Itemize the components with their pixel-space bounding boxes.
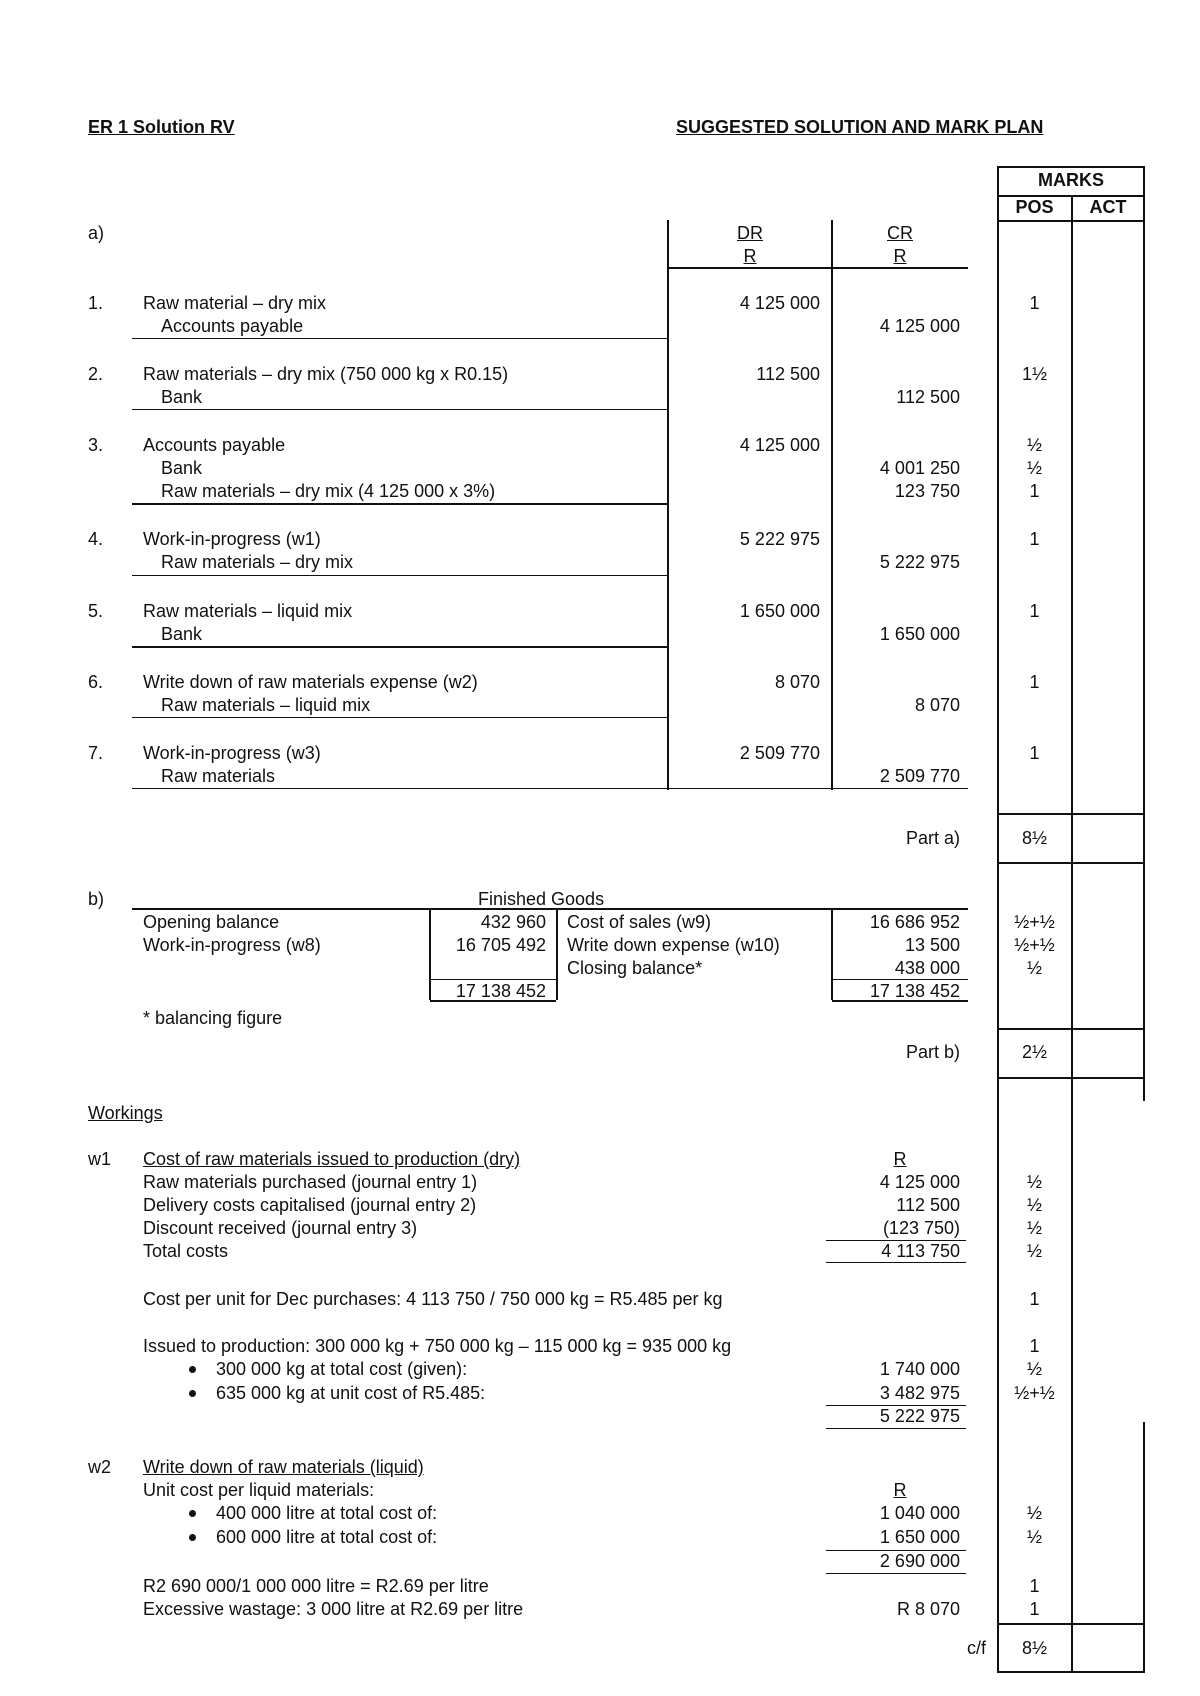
t-account-right-desc: Cost of sales (w9) [567,912,712,932]
mark: ½ [1026,458,1042,478]
bullet-icon [189,1366,196,1373]
debit-amount: 8 070 [774,672,820,692]
t-account-right-total: 17 138 452 [869,981,960,1001]
t-account-left-amount: 432 960 [480,912,546,932]
cr-header: CR [887,223,913,243]
mark: 1 [1029,293,1040,313]
w1-label: w1 [88,1149,112,1169]
document-title: ER 1 Solution RV [88,117,235,137]
carried-forward-label: c/f [966,1638,986,1658]
t-account-title: Finished Goods [478,889,605,909]
w1-row-amount: (123 750) [882,1218,960,1238]
debit-account: Raw material – dry mix [143,293,327,313]
marks-pos-header: POS [1015,197,1054,217]
w1-total: 5 222 975 [879,1406,960,1426]
mark: 1 [1029,672,1040,692]
entry-number: 3. [88,435,104,455]
w1-row-desc: Total costs [143,1241,229,1261]
w1-bullet-desc: 635 000 kg at unit cost of R5.485: [216,1383,486,1403]
w2-subtitle: Unit cost per liquid materials: [143,1480,375,1500]
dr-header: DR [737,223,763,243]
w2-wastage: Excessive wastage: 3 000 litre at R2.69 per litre [143,1599,524,1619]
credit-amount: 112 500 [896,387,960,407]
debit-account: Raw materials – liquid mix [143,601,353,621]
t-account-left-amount: 16 705 492 [455,935,546,955]
debit-amount: 112 500 [756,364,820,384]
t-account-left-desc: Opening balance [143,912,280,932]
mark: 1 [1029,601,1040,621]
mark: 1 [1029,481,1040,501]
t-account-right-amount: 13 500 [904,935,960,955]
w1-title: Cost of raw materials issued to production (dry) [143,1149,521,1169]
part-b-total-mark: 2½ [1021,1042,1048,1062]
entry-number: 7. [88,743,104,763]
w2-bullet-desc: 400 000 litre at total cost of: [216,1503,438,1523]
credit-amount: 4 125 000 [879,316,960,336]
w1-cost-per-unit: Cost per unit for Dec purchases: 4 113 750 / 750 000 kg = R5.485 per kg [143,1289,723,1309]
mark-plan-title: SUGGESTED SOLUTION AND MARK PLAN [676,117,1044,137]
debit-amount: 1 650 000 [739,601,820,621]
credit-amount: 123 750 [894,481,960,501]
w1-row-amount: 4 113 750 [881,1241,960,1261]
credit-amount: 2 509 770 [879,766,960,786]
credit-amount: 5 222 975 [879,552,960,572]
marks-act-header: ACT [1089,197,1127,217]
w2-label: w2 [88,1457,112,1477]
mark: 1 [1029,1336,1040,1356]
w1-row-amount: 112 500 [896,1195,960,1215]
mark: 1 [1029,529,1040,549]
debit-amount: 5 222 975 [739,529,820,549]
mark: ½ [1026,435,1042,455]
mark: 1 [1029,1289,1040,1309]
w1-issued: Issued to production: 300 000 kg + 750 000 kg – 115 000 kg = 935 000 kg [143,1336,732,1356]
entry-number: 6. [88,672,104,692]
mark: ½+½ [1014,935,1055,955]
debit-account: Work-in-progress (w3) [143,743,321,763]
workings-heading: Workings [88,1103,163,1123]
mark: ½+½ [1014,1383,1055,1403]
marks-heading: MARKS [1038,170,1104,190]
t-account-right-desc: Write down expense (w10) [567,935,780,955]
w1-bullet-desc: 300 000 kg at total cost (given): [216,1359,468,1379]
part-b-total-label: Part b) [905,1042,960,1062]
credit-amount: 1 650 000 [879,624,960,644]
w1-bullet-amount: 1 740 000 [879,1359,960,1379]
w1-bullet-amount: 3 482 975 [879,1383,960,1403]
mark: ½ [1026,1195,1042,1215]
entry-number: 2. [88,364,104,384]
mark: ½ [1026,1218,1042,1238]
credit-amount: 8 070 [914,695,960,715]
cr-unit: R [893,246,907,266]
w2-per-litre: R2 690 000/1 000 000 litre = R2.69 per litre [143,1576,489,1596]
w2-total: 2 690 000 [879,1551,960,1571]
credit-account: Raw materials – dry mix (4 125 000 x 3%) [161,481,496,501]
w1-row-desc: Delivery costs capitalised (journal entry 2) [143,1195,477,1215]
part-a-label: a) [88,223,105,243]
w2-unit: R [893,1480,907,1500]
t-account-left-desc: Work-in-progress (w8) [143,935,321,955]
mark: ½ [1026,1527,1042,1547]
w2-bullet-amount: 1 040 000 [879,1503,960,1523]
t-account-right-amount: 438 000 [894,958,960,978]
part-a-total-mark: 8½ [1021,828,1048,848]
credit-amount: 4 001 250 [879,458,960,478]
credit-account: Accounts payable [161,316,304,336]
w2-bullet-amount: 1 650 000 [879,1527,960,1547]
mark: 1 [1029,1599,1040,1619]
debit-amount: 4 125 000 [739,293,820,313]
mark: 1 [1029,743,1040,763]
mark: ½ [1026,1359,1042,1379]
debit-account: Accounts payable [143,435,286,455]
mark: ½ [1026,1241,1042,1261]
debit-amount: 2 509 770 [739,743,820,763]
credit-account: Bank [161,624,203,644]
credit-account: Bank [161,387,203,407]
balancing-note: * balancing figure [143,1008,283,1028]
mark: 1½ [1021,364,1048,384]
entry-number: 4. [88,529,104,549]
mark: ½ [1026,958,1042,978]
w1-row-desc: Raw materials purchased (journal entry 1) [143,1172,478,1192]
w2-bullet-desc: 600 000 litre at total cost of: [216,1527,438,1547]
t-account-right-amount: 16 686 952 [869,912,960,932]
t-account-left-total: 17 138 452 [455,981,546,1001]
entry-number: 5. [88,601,104,621]
w1-unit: R [893,1149,907,1169]
carried-forward-mark: 8½ [1021,1638,1048,1658]
mark: ½+½ [1014,912,1055,932]
mark: ½ [1026,1503,1042,1523]
credit-account: Bank [161,458,203,478]
debit-account: Write down of raw materials expense (w2) [143,672,478,692]
entry-number: 1. [88,293,104,313]
credit-account: Raw materials [161,766,276,786]
part-a-total-label: Part a) [905,828,960,848]
dr-unit: R [743,246,757,266]
debit-amount: 4 125 000 [739,435,820,455]
debit-account: Work-in-progress (w1) [143,529,321,549]
debit-account: Raw materials – dry mix (750 000 kg x R0.15) [143,364,509,384]
credit-account: Raw materials – liquid mix [161,695,371,715]
w1-row-desc: Discount received (journal entry 3) [143,1218,418,1238]
bullet-icon [189,1510,196,1517]
t-account-right-desc: Closing balance* [567,958,703,978]
bullet-icon [189,1390,196,1397]
w2-wastage-amount: R 8 070 [896,1599,960,1619]
w1-row-amount: 4 125 000 [879,1172,960,1192]
bullet-icon [189,1534,196,1541]
part-b-label: b) [88,889,105,909]
credit-account: Raw materials – dry mix [161,552,354,572]
mark: 1 [1029,1576,1040,1596]
w2-title: Write down of raw materials (liquid) [143,1457,424,1477]
mark: ½ [1026,1172,1042,1192]
